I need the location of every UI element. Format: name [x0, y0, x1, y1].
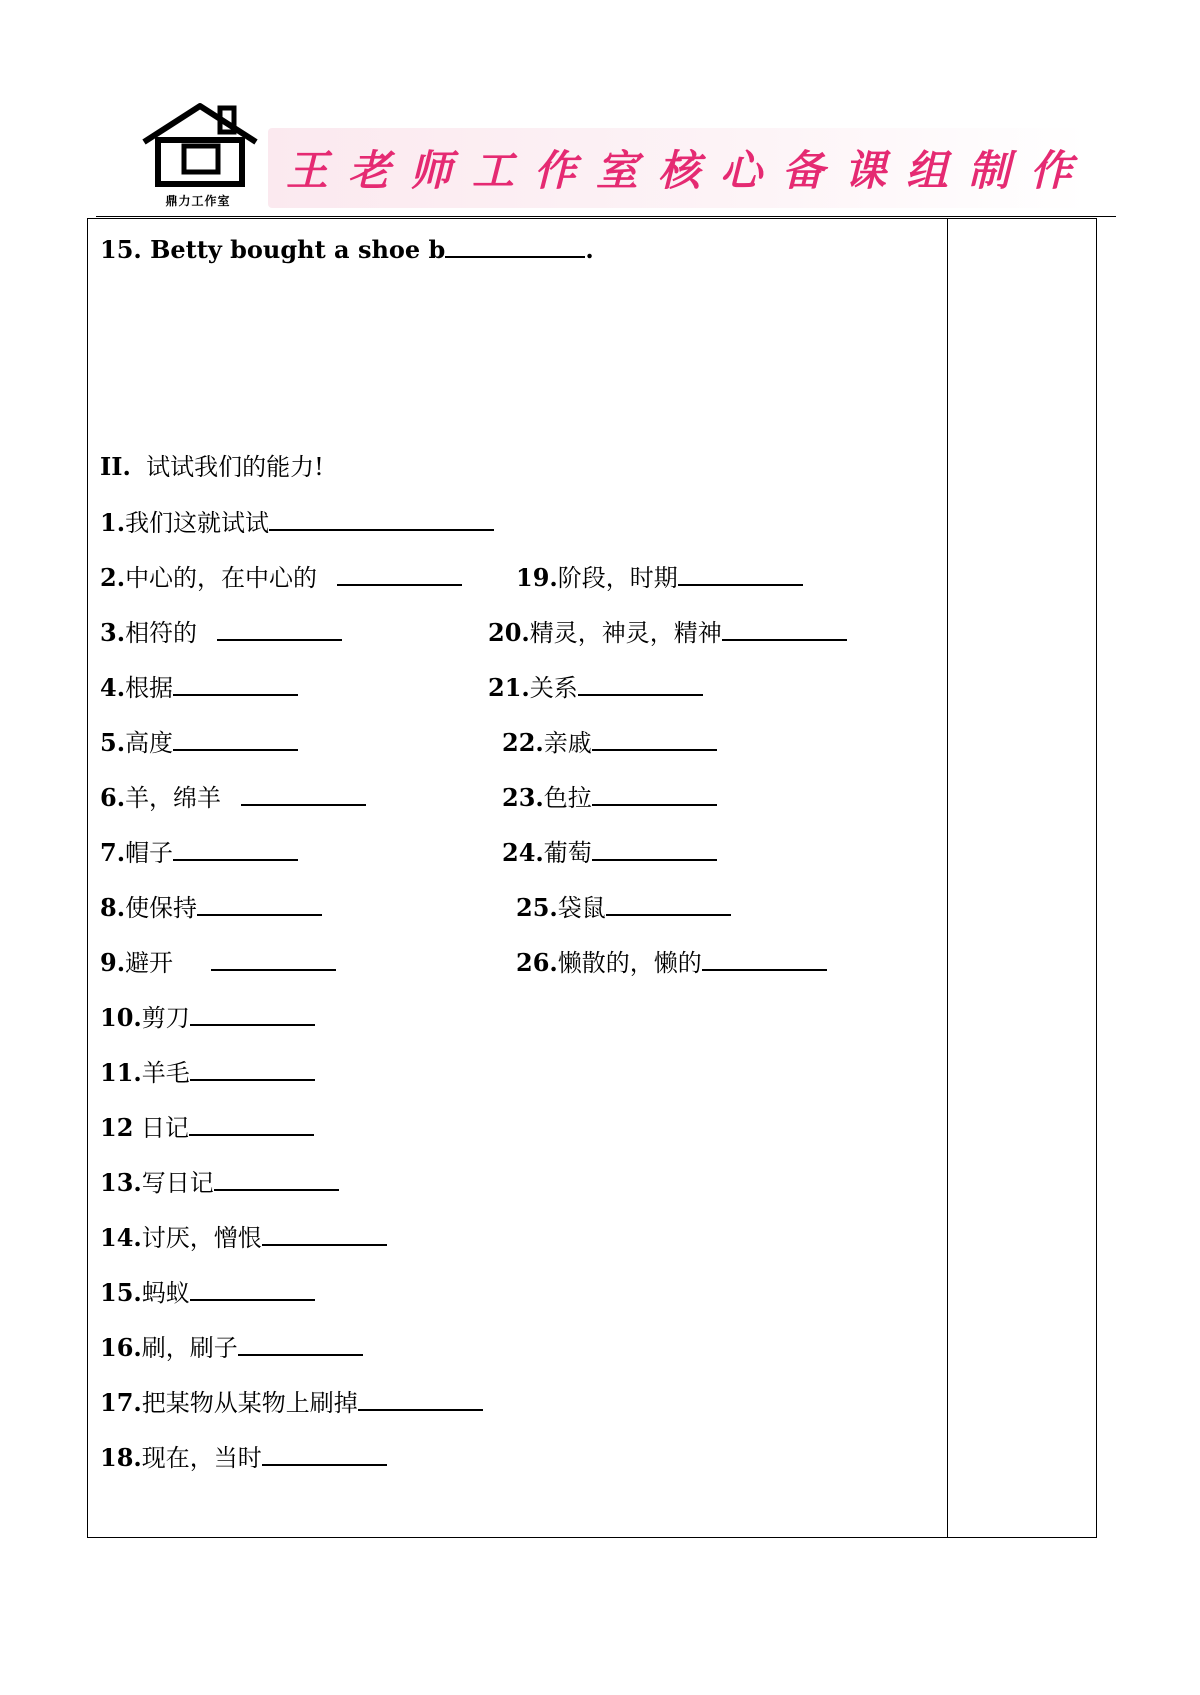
answer-blank[interactable] [190, 1002, 315, 1026]
list-item [502, 837, 717, 868]
answer-blank[interactable] [702, 947, 827, 971]
item-text: 羊，绵羊 [125, 784, 229, 812]
item-number: 23. [502, 783, 544, 812]
section-title [100, 452, 324, 482]
list-item [100, 1222, 387, 1253]
section-title-num: II. [100, 452, 131, 481]
item-number: 10. [100, 1003, 142, 1032]
list-item [100, 1112, 314, 1143]
item-text: 阶段，时期 [557, 564, 678, 592]
table-divider [947, 218, 948, 1538]
answer-blank[interactable] [189, 1112, 314, 1136]
item-text: 把某物从某物上刷掉 [141, 1389, 358, 1417]
list-item [100, 1002, 315, 1033]
answer-blank[interactable] [262, 1222, 387, 1246]
item-text: 精灵，神灵，精神 [529, 619, 722, 647]
answer-blank[interactable] [678, 562, 803, 586]
list-item [516, 892, 731, 923]
item-text: 根据 [125, 674, 174, 702]
answer-blank[interactable] [190, 1277, 315, 1301]
answer-blank[interactable] [173, 727, 298, 751]
banner-text: 王老师工作室核心备课组制作 [286, 146, 1093, 195]
answer-blank[interactable] [214, 1167, 339, 1191]
list-item [502, 727, 717, 758]
page-header [0, 0, 1200, 220]
item-text: 使保持 [125, 894, 198, 922]
answer-blank[interactable] [241, 782, 366, 806]
header-rule [96, 216, 1116, 217]
answer-blank[interactable] [722, 617, 847, 641]
item-text: 葡萄 [543, 839, 592, 867]
item-text: 相符的 [125, 619, 205, 647]
item-text: 写日记 [141, 1169, 214, 1197]
list-item [100, 892, 322, 923]
answer-blank[interactable] [173, 837, 298, 861]
answer-blank[interactable] [173, 672, 298, 696]
item-number: 17. [100, 1388, 142, 1417]
answer-blank[interactable] [269, 507, 494, 531]
item-text: 懒散的，懒的 [557, 949, 702, 977]
answer-blank[interactable] [217, 617, 342, 641]
item-text: 刷，刷子 [141, 1334, 238, 1362]
item-text: 日记 [133, 1114, 190, 1142]
list-item [100, 1277, 315, 1308]
item-text: 关系 [529, 674, 578, 702]
item-number: 7. [100, 838, 126, 867]
answer-blank[interactable] [337, 562, 462, 586]
studio-logo [140, 100, 260, 210]
question-15-end: . [585, 235, 594, 264]
list-item [488, 617, 847, 648]
logo-caption: 鼎力工作室 [165, 194, 231, 208]
item-number: 6. [100, 783, 126, 812]
answer-blank[interactable] [190, 1057, 315, 1081]
item-number: 1. [100, 508, 126, 537]
item-text: 我们这就试试 [125, 509, 270, 537]
list-item [100, 1057, 315, 1088]
question-15-text: 15. Betty bought a shoe b [100, 235, 446, 264]
list-item [100, 1387, 483, 1418]
banner [268, 128, 1093, 208]
list-item [100, 947, 336, 978]
list-item [100, 782, 366, 813]
list-item [100, 507, 494, 538]
list-item [100, 562, 462, 593]
list-item [516, 947, 827, 978]
answer-blank[interactable] [578, 672, 703, 696]
item-number: 3. [100, 618, 126, 647]
answer-blank[interactable] [197, 892, 322, 916]
item-text: 高度 [125, 729, 174, 757]
list-item [100, 1442, 387, 1473]
list-item [516, 562, 803, 593]
item-text: 中心的，在中心的 [125, 564, 325, 592]
item-text: 亲戚 [543, 729, 592, 757]
answer-blank[interactable] [606, 892, 731, 916]
item-text: 帽子 [125, 839, 174, 867]
item-number: 16. [100, 1333, 142, 1362]
list-item [100, 837, 298, 868]
item-number: 24. [502, 838, 544, 867]
answer-blank[interactable] [211, 947, 336, 971]
item-number: 20. [488, 618, 530, 647]
answer-blank[interactable] [238, 1332, 363, 1356]
item-number: 15. [100, 1278, 142, 1307]
item-number: 12 [100, 1113, 134, 1142]
item-number: 19. [516, 563, 558, 592]
item-number: 8. [100, 893, 126, 922]
answer-blank[interactable] [592, 782, 717, 806]
section-title-text: 试试我们的能力! [146, 453, 324, 481]
item-text: 蚂蚁 [141, 1279, 190, 1307]
item-number: 21. [488, 673, 530, 702]
list-item [100, 1332, 363, 1363]
item-text: 剪刀 [141, 1004, 190, 1032]
item-number: 5. [100, 728, 126, 757]
item-text: 现在，当时 [141, 1444, 262, 1472]
item-number: 22. [502, 728, 544, 757]
item-number: 4. [100, 673, 126, 702]
list-item [488, 672, 703, 703]
question-15 [100, 234, 594, 265]
answer-blank[interactable] [592, 727, 717, 751]
list-item [100, 727, 298, 758]
item-text: 避开 [125, 949, 181, 977]
list-item [502, 782, 717, 813]
item-number: 13. [100, 1168, 142, 1197]
list-item [100, 617, 342, 648]
item-number: 11. [100, 1058, 142, 1087]
answer-blank[interactable] [445, 234, 585, 258]
item-number: 14. [100, 1223, 142, 1252]
item-text: 讨厌，憎恨 [141, 1224, 262, 1252]
item-number: 9. [100, 948, 126, 977]
item-text: 色拉 [543, 784, 592, 812]
answer-blank[interactable] [592, 837, 717, 861]
answer-blank[interactable] [262, 1442, 387, 1466]
item-number: 25. [516, 893, 558, 922]
list-item [100, 672, 298, 703]
answer-blank[interactable] [358, 1387, 483, 1411]
house-icon [140, 100, 260, 200]
item-text: 袋鼠 [557, 894, 606, 922]
list-item [100, 1167, 339, 1198]
item-number: 2. [100, 563, 126, 592]
item-text: 羊毛 [141, 1059, 190, 1087]
item-number: 18. [100, 1443, 142, 1472]
item-number: 26. [516, 948, 558, 977]
